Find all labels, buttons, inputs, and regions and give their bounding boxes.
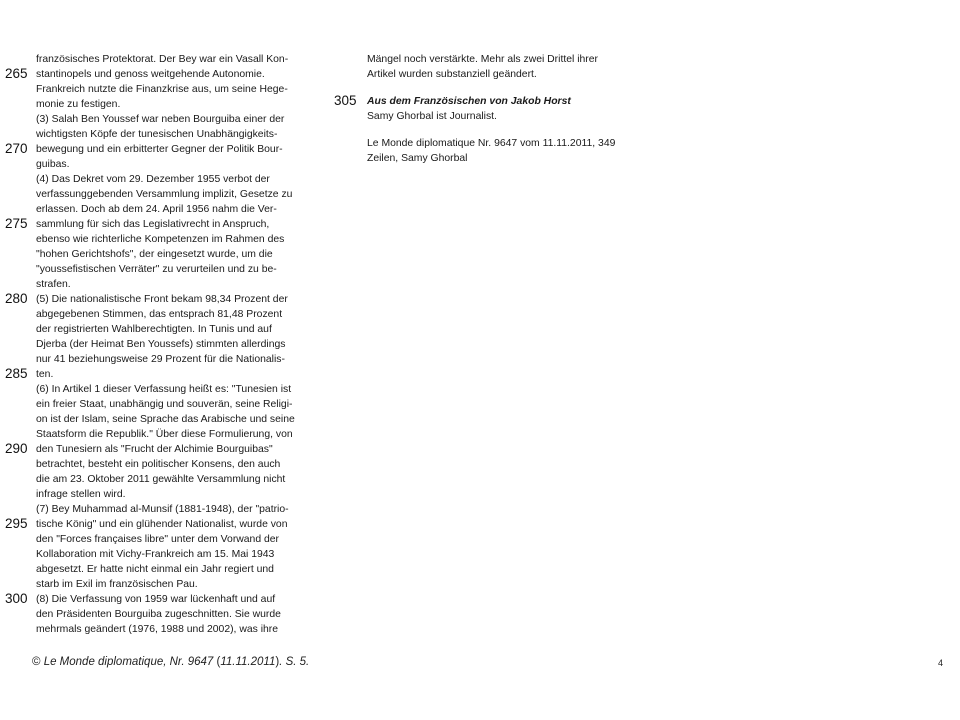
text-line: Djerba (der Heimat Ben Youssefs) stimmten allerdings <box>36 339 286 350</box>
line-number-300: 300 <box>5 591 28 606</box>
text-line: französisches Protektorat. Der Bey war ein Vasall Kon- <box>36 54 289 65</box>
copyright-symbol: © <box>32 656 41 668</box>
text-line: (3) Salah Ben Youssef war neben Bourguiba einer der <box>36 114 285 125</box>
text-line: stantinopels und genoss weitgehende Autonomie. <box>36 69 265 80</box>
translator-credit: Aus dem Französischen von Jakob Horst <box>367 96 571 107</box>
text-line: bewegung und ein erbitterter Gegner der Politik Bour- <box>36 144 283 155</box>
date-open-paren: ( <box>216 656 221 668</box>
text-line: verfassunggebenden Versammlung implizit, Gesetze zu <box>36 189 293 200</box>
source-line: Le Monde diplomatique Nr. 9647 vom 11.11.2011, 349 <box>367 138 616 149</box>
text-line: den Tunesiern als "Frucht der Alchimie Bourguibas" <box>36 444 273 455</box>
text-line: (7) Bey Muhammad al-Munsif (1881-1948), der "patrio- <box>36 504 289 515</box>
spacer <box>367 124 627 136</box>
text-line: ebenso wie richterliche Kompetenzen im Rahmen des <box>36 234 285 245</box>
text-line: betrachtet, besteht ein politischer Konsens, den auch <box>36 459 281 470</box>
text-line: "hohen Gerichtshofs", der eingesetzt wurde, um die <box>36 249 273 260</box>
text-line: ein freier Staat, unabhängig und souverän, seine Religi- <box>36 399 293 410</box>
text-line: (5) Die nationalistische Front bekam 98,34 Prozent der <box>36 294 288 305</box>
text-line: sammlung für sich das Legislativrecht in Anspruch, <box>36 219 270 230</box>
line-number-270: 270 <box>5 141 28 156</box>
text-line: Frankreich nutzte die Finanzkrise aus, um seine Hege- <box>36 84 288 95</box>
text-line: guibas. <box>36 159 70 170</box>
text-line: tische König" und ein glühender Nationalist, wurde von <box>36 519 288 530</box>
line-number-280: 280 <box>5 291 28 306</box>
right-text-column <box>367 52 627 166</box>
text-line: Mängel noch verstärkte. Mehr als zwei Drittel ihrer <box>367 54 598 65</box>
text-line: Artikel wurden substanziell geändert. <box>367 69 537 80</box>
text-line: monie zu festigen. <box>36 99 121 110</box>
footer-citation <box>32 656 309 668</box>
line-number-290: 290 <box>5 441 28 456</box>
text-line: (8) Die Verfassung von 1959 war lückenhaft und auf <box>36 594 276 605</box>
line-number-295: 295 <box>5 516 28 531</box>
line-number-305: 305 <box>334 93 357 108</box>
text-line: infrage stellen wird. <box>36 489 126 500</box>
text-line: die am 23. Oktober 2011 gewählte Versammlung nicht <box>36 474 286 485</box>
text-line: den "Forces françaises libre" unter dem Vorwand der <box>36 534 280 545</box>
text-line: (6) In Artikel 1 dieser Verfassung heißt es: "Tunesien ist <box>36 384 292 395</box>
text-line: mehrmals geändert (1976, 1988 und 2002), was ihre <box>36 624 279 635</box>
left-text-column <box>36 52 295 637</box>
text-line: strafen. <box>36 279 71 290</box>
text-line: Staatsform die Republik." Über diese Formulierung, von <box>36 429 293 440</box>
text-line: on ist der Islam, seine Sprache das Arabische und seine <box>36 414 295 425</box>
text-line: wichtigsten Köpfe der tunesischen Unabhängigkeits- <box>36 129 278 140</box>
text-line: abgegebenen Stimmen, das entsprach 81,48 Prozent <box>36 309 283 320</box>
text-line: (4) Das Dekret vom 29. Dezember 1955 verbot der <box>36 174 270 185</box>
text-line: der registrierten Wahlberechtigten. In Tunis und auf <box>36 324 272 335</box>
text-line: "youssefistischen Verräter" zu verurteilen und zu be- <box>36 264 277 275</box>
source-line: Zeilen, Samy Ghorbal <box>367 153 468 164</box>
text-line: den Präsidenten Bourguiba zugeschnitten. Sie wurde <box>36 609 281 620</box>
author-note: Samy Ghorbal ist Journalist. <box>367 111 497 122</box>
text-line: erlassen. Doch ab dem 24. April 1956 nahm die Ver- <box>36 204 277 215</box>
line-number-275: 275 <box>5 216 28 231</box>
page-number: 4 <box>938 658 944 668</box>
line-number-265: 265 <box>5 66 28 81</box>
text-line: Kollaboration mit Vichy-Frankreich am 15. Mai 1943 <box>36 549 275 560</box>
spacer <box>367 82 627 94</box>
text-line: abgesetzt. Er hatte nicht einmal ein Jahr regiert und <box>36 564 274 575</box>
publication-name: Le Monde diplomatique, Nr. 9647 <box>43 656 214 668</box>
text-line: nur 41 beziehungsweise 29 Prozent für die Nationalis- <box>36 354 285 365</box>
date-close-paren: ) <box>275 656 280 668</box>
page-reference: . S. 5. <box>279 656 310 668</box>
text-line: starb im Exil im französischen Pau. <box>36 579 198 590</box>
text-line: ten. <box>36 369 54 380</box>
line-number-285: 285 <box>5 366 28 381</box>
publication-date: 11.11.2011 <box>220 656 276 668</box>
